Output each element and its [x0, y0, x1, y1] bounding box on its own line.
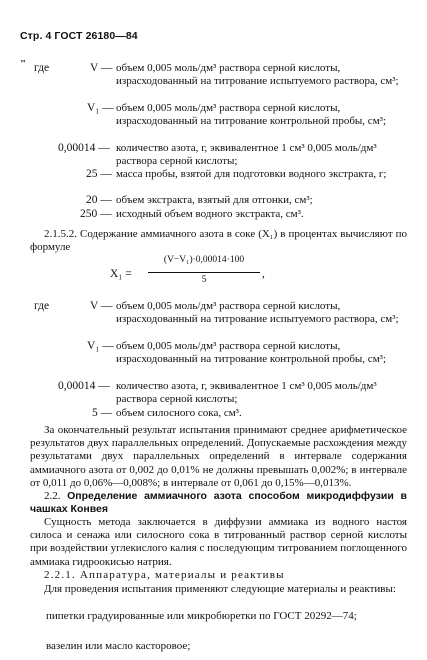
def1-sym-20: 20 —	[86, 194, 112, 206]
def1-text-v: объем 0,005 моль/дм³ раствора серной кислоты, израсходованный на титрование испытуемого раствора, см³;	[116, 62, 399, 88]
def1-text-v1: объем 0,005 моль/дм³ раствора серной кислоты, израсходованный на титрование контрольной пробы, см³;	[116, 102, 387, 128]
def1-text-20: объем экстракта, взятый для отгонки, см³;	[116, 194, 313, 206]
def1-sym-v1: V₁ —	[87, 102, 114, 114]
def1-sym-n: 0,00014 —	[58, 142, 110, 154]
where-label-1: где	[34, 62, 50, 74]
def2-text-v: объем 0,005 моль/дм³ раствора серной кислоты, израсходованный на титрование испытуемого раствора, см³;	[116, 300, 399, 326]
def2-text-n: количество азота, г, эквивалентное 1 см³ 0,005 моль/дм³ раствора серной кислоты;	[116, 380, 377, 406]
formula-lhs: X₁ =	[110, 268, 132, 280]
def2-sym-5: 5 —	[92, 407, 113, 419]
def1-sym-250: 250 —	[80, 208, 112, 220]
formula-numerator: (V−V₁)·0,00014·100	[163, 255, 245, 265]
where-label-2: где	[34, 300, 50, 312]
section-2-2-1-heading: 2.2.1. Аппаратура, материалы и реактивы	[44, 569, 285, 581]
section-2-2-heading	[30, 490, 407, 516]
formula-fraction-bar	[148, 272, 260, 273]
para-essence: Сущность метода заключается в диффузии аммиака из водного настоя силоса и сенажа или силосного сока в титрованный раствор серной кислоты при воздействии углекислого калия с последующим титрованием поглощенного аммиака гидроокисью натрия.	[30, 516, 407, 568]
section-2-2-title: Определение аммиачного азота способом микродиффузии в чашках Конвея	[30, 490, 407, 516]
def1-text-n: количество азота, г, эквивалентное 1 см³ 0,005 моль/дм³ раствора серной кислоты;	[116, 142, 377, 168]
margin-mark: "	[20, 58, 27, 70]
page-header: Стр. 4 ГОСТ 26180—84	[20, 30, 138, 42]
formula-denominator: 5	[201, 275, 207, 285]
formula-tail: ,	[262, 268, 265, 280]
para-2-2-1: Для проведения испытания применяют следующие материалы и реактивы:	[44, 583, 396, 595]
section-2-2-number: 2.2.	[44, 490, 61, 502]
def1-sym-25: 25 —	[86, 168, 112, 180]
list-item: пипетки градуированные или микробюретки по ГОСТ 20292—74;	[46, 610, 357, 622]
def2-sym-v1: V₁ —	[87, 340, 114, 352]
def1-text-25: масса пробы, взятой для подготовки водного экстракта, г;	[116, 168, 387, 180]
def2-text-v1: объем 0,005 моль/дм³ раствора серной кислоты, израсходованный на титрование контрольной пробы, см³;	[116, 340, 387, 366]
para-2152: 2.1.5.2. Содержание аммиачного азота в соке (X₁) в процентах вычисляют по формуле	[30, 228, 407, 254]
def2-text-5: объем силосного сока, см³.	[116, 407, 242, 419]
list-item: вазелин или масло касторовое;	[46, 640, 191, 652]
def2-sym-n: 0,00014 —	[58, 380, 110, 392]
para-final-result: За окончательный результат испытания принимают среднее арифметическое результатов двух параллельных определений. Допускаемые расхождения между результатами двух параллельных определений в интервале содержания аммиачного азота от 0,002 до 0,01% не должны превышать 0,002%; в интервале от 0,011 до 0,06%—0,008%; в интервале от 0,061 до 0,15%—0,013%.	[30, 424, 407, 489]
def1-text-250: исходный объем водного экстракта, см³.	[116, 208, 304, 220]
def2-sym-v: V —	[90, 300, 113, 312]
def1-sym-v: V —	[90, 62, 113, 74]
